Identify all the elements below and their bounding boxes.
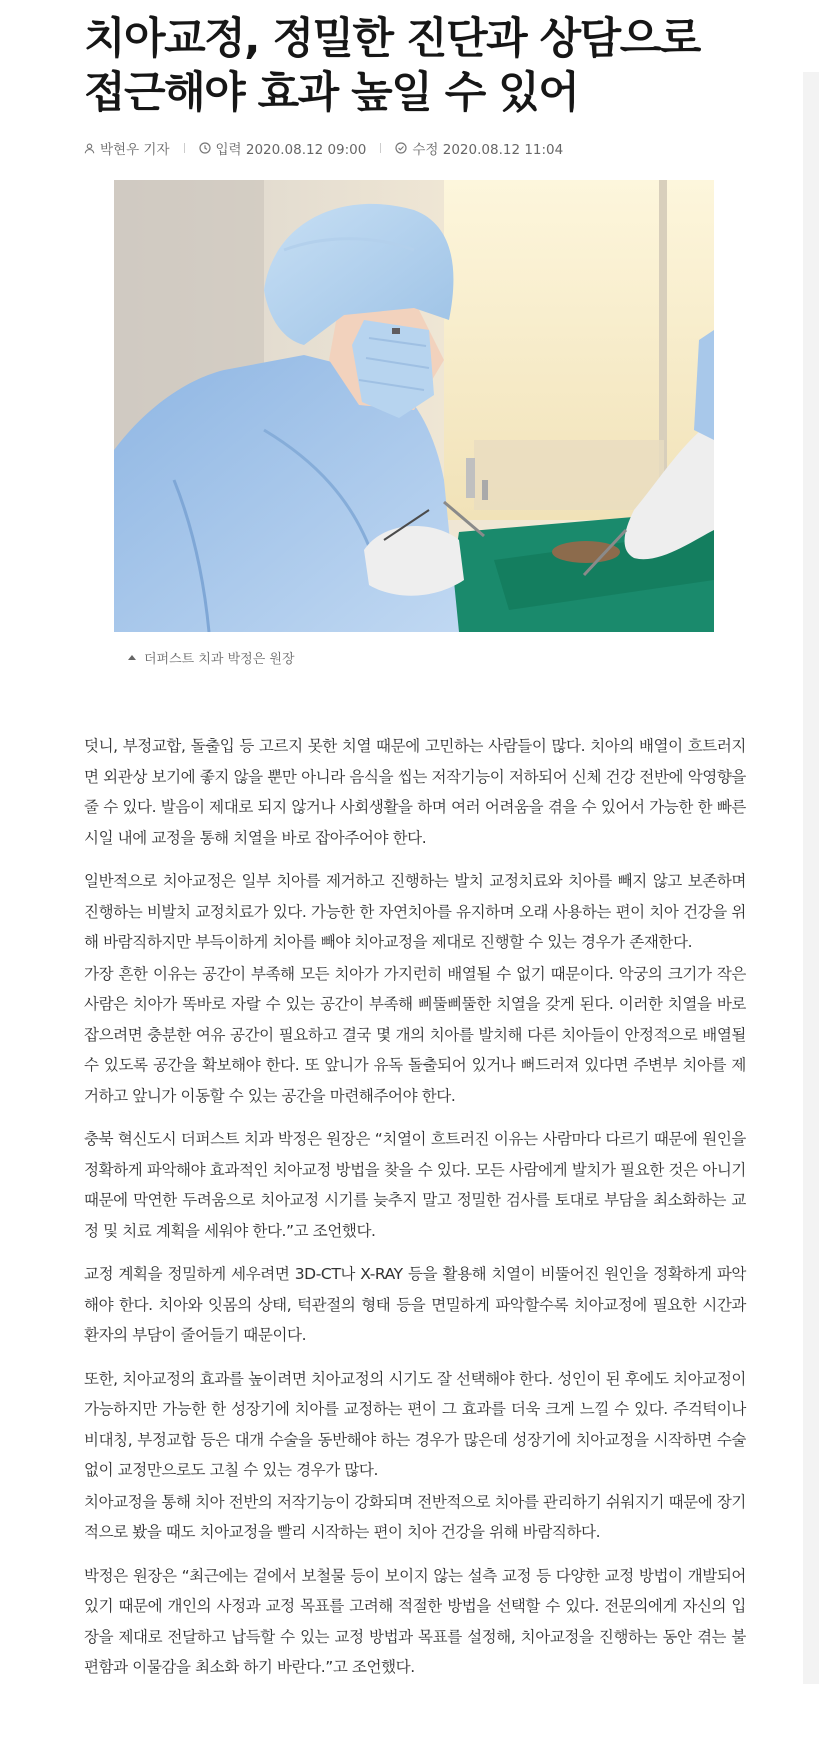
meta-divider (380, 143, 381, 153)
article-headline: 치아교정, 정밀한 진단과 상담으로 접근해야 효과 높일 수 있어 (84, 14, 700, 118)
article-paragraph: 충북 혁신도시 더퍼스트 치과 박정은 원장은 “치열이 흐트러진 이유는 사람마다 다르기 때문에 원인을 정확하게 파악해야 효과적인 치아교정 방법을 찾을 수 있다. 모든 사람에게 발치가 필요한 것은 아니기 때문에 막연한 두려움으로 치아교정 시기를 늦추지 말고 정밀한 검사를 토대로 부담을 최소화하는 교정 및 치료 계획을 세워야 한다.”고 조언했다. (84, 1130, 746, 1240)
author-name: 박현우 기자 (100, 142, 170, 158)
article-meta (84, 138, 746, 158)
byline-author (84, 138, 170, 158)
article-paragraph: 치아교정을 통해 치아 전반의 저작기능이 강화되며 전반적으로 치아를 관리하기 쉬워지기 때문에 장기적으로 봤을 때도 치아교정을 빨리 시작하는 편이 치아 건강을 위해 바람직하다. (84, 1492, 746, 1541)
article-photo (114, 180, 714, 632)
person-icon (84, 143, 95, 154)
published-date: 입력 2020.08.12 09:00 (215, 142, 367, 158)
photo-caption-text: 더퍼스트 치과 박정은 원장 (144, 652, 295, 667)
article-paragraph: 또한, 치아교정의 효과를 높이려면 치아교정의 시기도 잘 선택해야 한다. 성인이 된 후에도 치아교정이 가능하지만 가능한 한 성장기에 치아를 교정하는 편이 그 효과를 더욱 크게 느낄 수 있다. 주걱턱이나 비대칭, 부정교합 등은 대개 수술을 동반해야 하는 경우가 많은데 성장기에 치아교정을 시작하면 수술 없이 교정만으로도 고칠 수 있는 경우가 많다. (84, 1369, 746, 1479)
byline-modified (395, 138, 563, 158)
byline-published (199, 138, 367, 158)
photo-caption (128, 648, 746, 667)
article-paragraph: 박정은 원장은 “최근에는 겉에서 보철물 등이 보이지 않는 설측 교정 등 다양한 교정 방법이 개발되어 있기 때문에 개인의 사정과 교정 목표를 고려해 적절한 방법을 선택할 수 있다. 전문의에게 자신의 입장을 제대로 전달하고 납득할 수 있는 교정 방법과 목표를 설정해, 치아교정을 진행하는 동안 겪는 불편함과 이물감을 최소화 하기 바란다.”고 조언했다. (84, 1566, 747, 1676)
caret-up-icon (128, 655, 136, 660)
right-scroll-rail (803, 72, 819, 1684)
article-paragraph: 덧니, 부정교합, 돌출입 등 고르지 못한 치열 때문에 고민하는 사람들이 많다. 치아의 배열이 흐트러지면 외관상 보기에 좋지 않을 뿐만 아니라 음식을 씹는 저작기능이 저하되어 신체 건강 전반에 악영향을 줄 수 있다. 발음이 제대로 되지 않거나 사회생활을 하며 여러 어려움을 겪을 수 있어서 가능한 한 빠른 시일 내에 교정을 통해 치열을 바로 잡아주어야 한다. (84, 737, 746, 847)
article-paragraph: 일반적으로 치아교정은 일부 치아를 제거하고 진행하는 발치 교정치료와 치아를 빼지 않고 보존하며 진행하는 비발치 교정치료가 있다. 가능한 한 자연치아를 유지하며 오래 사용하는 편이 치아 건강을 위해 바람직하지만 부득이하게 치아를 빼야 치아교정을 제대로 진행할 수 있는 경우가 존재한다. (84, 872, 746, 951)
article-paragraph: 가장 흔한 이유는 공간이 부족해 모든 치아가 가지런히 배열될 수 없기 때문이다. 악궁의 크기가 작은 사람은 치아가 똑바로 자랄 수 있는 공간이 부족해 삐뚤삐뚤한 치열을 갖게 된다. 이러한 치열을 바로 잡으려면 충분한 여유 공간이 필요하고 결국 몇 개의 치아를 발치해 다른 치아들이 안정적으로 배열될 수 있도록 공간을 확보해야 한다. 또 앞니가 유독 돌출되어 있거나 뻐드러져 있다면 주변부 치아를 제거하고 앞니가 이동할 수 있는 공간을 마련해주어야 한다. (84, 964, 747, 1105)
check-circle-icon (395, 142, 407, 154)
meta-divider (184, 143, 185, 153)
dentist-photo (114, 180, 714, 632)
clock-icon (199, 142, 211, 154)
modified-date: 수정 2020.08.12 11:04 (412, 142, 564, 158)
article-paragraph: 교정 계획을 정밀하게 세우려면 3D-CT나 X-RAY 등을 활용해 치열이 비뚤어진 원인을 정확하게 파악해야 한다. 치아와 잇몸의 상태, 턱관절의 형태 등을 면밀하게 파악할수록 치아교정에 필요한 시간과 환자의 부담이 줄어들기 때문이다. (84, 1265, 746, 1344)
article-body (84, 731, 746, 1683)
article (84, 0, 746, 1683)
